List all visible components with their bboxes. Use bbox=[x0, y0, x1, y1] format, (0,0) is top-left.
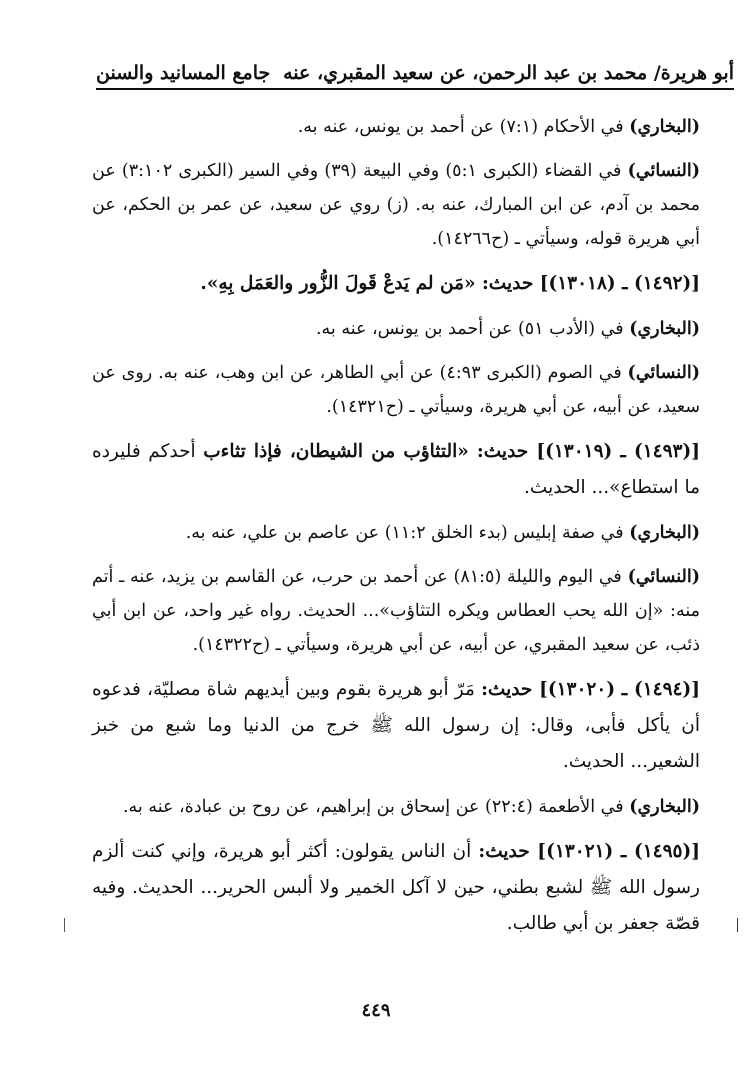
running-header bbox=[96, 44, 734, 90]
source-name: (النسائي) bbox=[627, 363, 700, 383]
citation-text: في الأحكام (٧:١) عن أحمد بن يونس، عنه به. bbox=[297, 117, 630, 137]
hadith-heading: [(١٤٩٣) ـ (١٣٠١٩)] حديث: «التثاؤب من الشيطان، فإذا تثاءب bbox=[203, 441, 700, 462]
page-number: ٤٤٩ bbox=[361, 1000, 391, 1021]
source-name: (البخاري) bbox=[629, 319, 700, 339]
citation-paragraph bbox=[92, 312, 722, 346]
citation-text: في الصوم (الكبرى ٤:٩٣) عن أبي الطاهر، عن ابن وهب، عنه به. روى عن سعيد، عن أبيه، عن أبي هريرة، وسيأتي ـ (ح١٤٣٢١). bbox=[92, 363, 700, 417]
hadith-text: مَرّ أبو هريرة بقوم وبين أيديهم شاة مصليّة، فدعوه أن يأكل فأبى، وقال: إن رسول الله ﷺ خرج من الدنيا وما شبع من خبز الشعير... الحديث. bbox=[92, 679, 700, 772]
source-name: (النسائي) bbox=[627, 161, 701, 181]
header-book-title: جامع المسانيد والسنن bbox=[96, 62, 271, 84]
citation-text: في اليوم والليلة (٨١:٥) عن أحمد بن حرب، عن القاسم بن يزيد، عنه ـ أتم منه: «إن الله يحب العطاس ويكره التثاؤب»... الحديث. رواه غير واحد، عن ابن أبي ذئب، عن سعيد المقبري، عن أبيه، عن أبي هريرة، وسيأتي ـ (ح١٤٣٢٢). bbox=[92, 567, 700, 655]
source-name: (البخاري) bbox=[629, 117, 700, 137]
citation-text: في (الأدب ٥١) عن أحمد بن يونس، عنه به. bbox=[315, 319, 630, 339]
hadith-text: أن الناس يقولون: أكثر أبو هريرة، وإني كنت ألزم رسول الله ﷺ لشبع بطني، حين لا آكل الخمير ولا ألبس الحرير... الحديث. وفيه قصّة جعفر بن أبي طالب. bbox=[92, 841, 700, 934]
citation-paragraph bbox=[92, 790, 722, 824]
citation-paragraph bbox=[92, 560, 722, 662]
source-name: (البخاري) bbox=[629, 797, 700, 817]
citation-text: في الأطعمة (٢٢:٤) عن إسحاق بن إبراهيم، عن روح بن عبادة، عنه به. bbox=[122, 797, 630, 817]
page-body bbox=[92, 110, 722, 952]
citation-paragraph bbox=[92, 356, 722, 424]
hadith-heading: [(١٤٩٢) ـ (١٣٠١٨)] حديث: «مَن لم يَدعْ قَولَ الزُّور والعَمَل بِهِ». bbox=[200, 273, 700, 294]
hadith-heading: [(١٤٩٥) ـ (١٣٠٢١)] حديث: bbox=[478, 841, 701, 862]
hadith-entry bbox=[92, 266, 722, 302]
scan-margin-mark bbox=[737, 918, 738, 932]
hadith-entry bbox=[92, 434, 722, 506]
citation-text: في صفة إبليس (بدء الخلق ١١:٢) عن عاصم بن علي، عنه به. bbox=[185, 523, 630, 543]
hadith-heading: [(١٤٩٤) ـ (١٣٠٢٠)] حديث: bbox=[481, 679, 700, 700]
scan-edge-mark bbox=[64, 918, 65, 932]
hadith-entry bbox=[92, 672, 722, 780]
citation-paragraph bbox=[92, 110, 722, 144]
hadith-entry bbox=[92, 834, 722, 942]
citation-text: في القضاء (الكبرى ٥:١) وفي البيعة (٣٩) وفي السير (الكبرى ٣:١٠٢) عن محمد بن آدم، عن ابن المبارك، عنه به. (ز) روي عن سعيد، عن عمر بن الحكم، عن أبي هريرة قوله، وسيأتي ـ (ح١٤٢٦٦). bbox=[92, 161, 700, 249]
hadith-text: أحدكم فليرده ما استطاع»... الحديث. bbox=[92, 441, 700, 498]
source-name: (البخاري) bbox=[629, 523, 700, 543]
citation-paragraph bbox=[92, 154, 722, 256]
citation-paragraph bbox=[92, 516, 722, 550]
header-chapter-title: أبو هريرة/ محمد بن عبد الرحمن، عن سعيد المقبري، عنه bbox=[283, 62, 734, 84]
source-name: (النسائي) bbox=[627, 567, 700, 587]
